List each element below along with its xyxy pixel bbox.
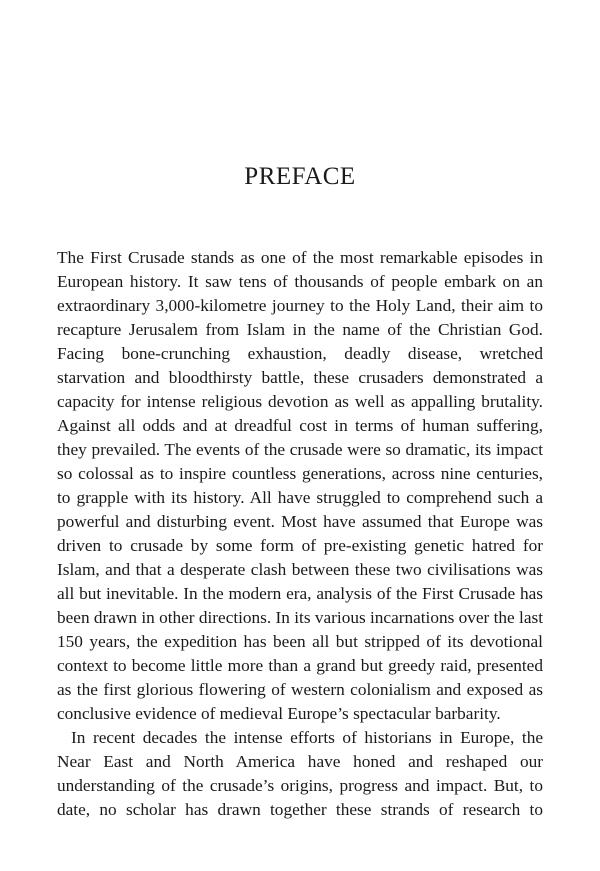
text-line: as the first glorious flowering of western colonialism and exposed as bbox=[57, 680, 543, 699]
text-line: In recent decades the intense efforts of historians in Europe, the bbox=[71, 728, 543, 747]
text-line: so colossal as to inspire countless generations, across nine centuries, bbox=[57, 464, 543, 483]
text-line: been drawn in other directions. In its various incarnations over the last bbox=[57, 608, 543, 627]
text-line: to grapple with its history. All have struggled to comprehend such a bbox=[57, 488, 543, 507]
text-line: 150 years, the expedition has been all but stripped of its devotional bbox=[57, 632, 543, 651]
text-line: recapture Jerusalem from Islam in the name of the Christian God. bbox=[57, 320, 543, 339]
text-line: all but inevitable. In the modern era, analysis of the First Crusade has bbox=[57, 584, 543, 603]
text-line: conclusive evidence of medieval Europe’s spectacular barbarity. bbox=[57, 704, 501, 723]
text-line: Near East and North America have honed and reshaped our bbox=[57, 752, 543, 771]
text-line: starvation and bloodthirsty battle, these crusaders demonstrated a bbox=[57, 368, 543, 387]
text-line: understanding of the crusade’s origins, progress and impact. But, to bbox=[57, 776, 543, 795]
text-line: capacity for intense religious devotion as well as appalling brutality. bbox=[57, 392, 543, 411]
text-line: powerful and disturbing event. Most have assumed that Europe was bbox=[57, 512, 543, 531]
text-line: date, no scholar has drawn together these strands of research to bbox=[57, 800, 543, 819]
chapter-heading: PREFACE bbox=[244, 163, 356, 190]
text-line: Islam, and that a desperate clash between these two civilisations was bbox=[57, 560, 543, 579]
text-line: they prevailed. The events of the crusade were so dramatic, its impact bbox=[57, 440, 543, 459]
text-line: Against all odds and at dreadful cost in terms of human suffering, bbox=[57, 416, 543, 435]
text-line: context to become little more than a grand but greedy raid, presented bbox=[57, 656, 543, 675]
text-line: extraordinary 3,000-kilometre journey to the Holy Land, their aim to bbox=[57, 296, 543, 315]
text-line: Facing bone-crunching exhaustion, deadly disease, wretched bbox=[57, 344, 543, 363]
text-line: The First Crusade stands as one of the most remarkable episodes in bbox=[57, 248, 543, 267]
paragraph-2 bbox=[57, 726, 543, 822]
body-text bbox=[57, 246, 543, 822]
text-line: driven to crusade by some form of pre-existing genetic hatred for bbox=[57, 536, 543, 555]
text-line: European history. It saw tens of thousands of people embark on an bbox=[57, 272, 543, 291]
paragraph-1 bbox=[57, 246, 543, 726]
